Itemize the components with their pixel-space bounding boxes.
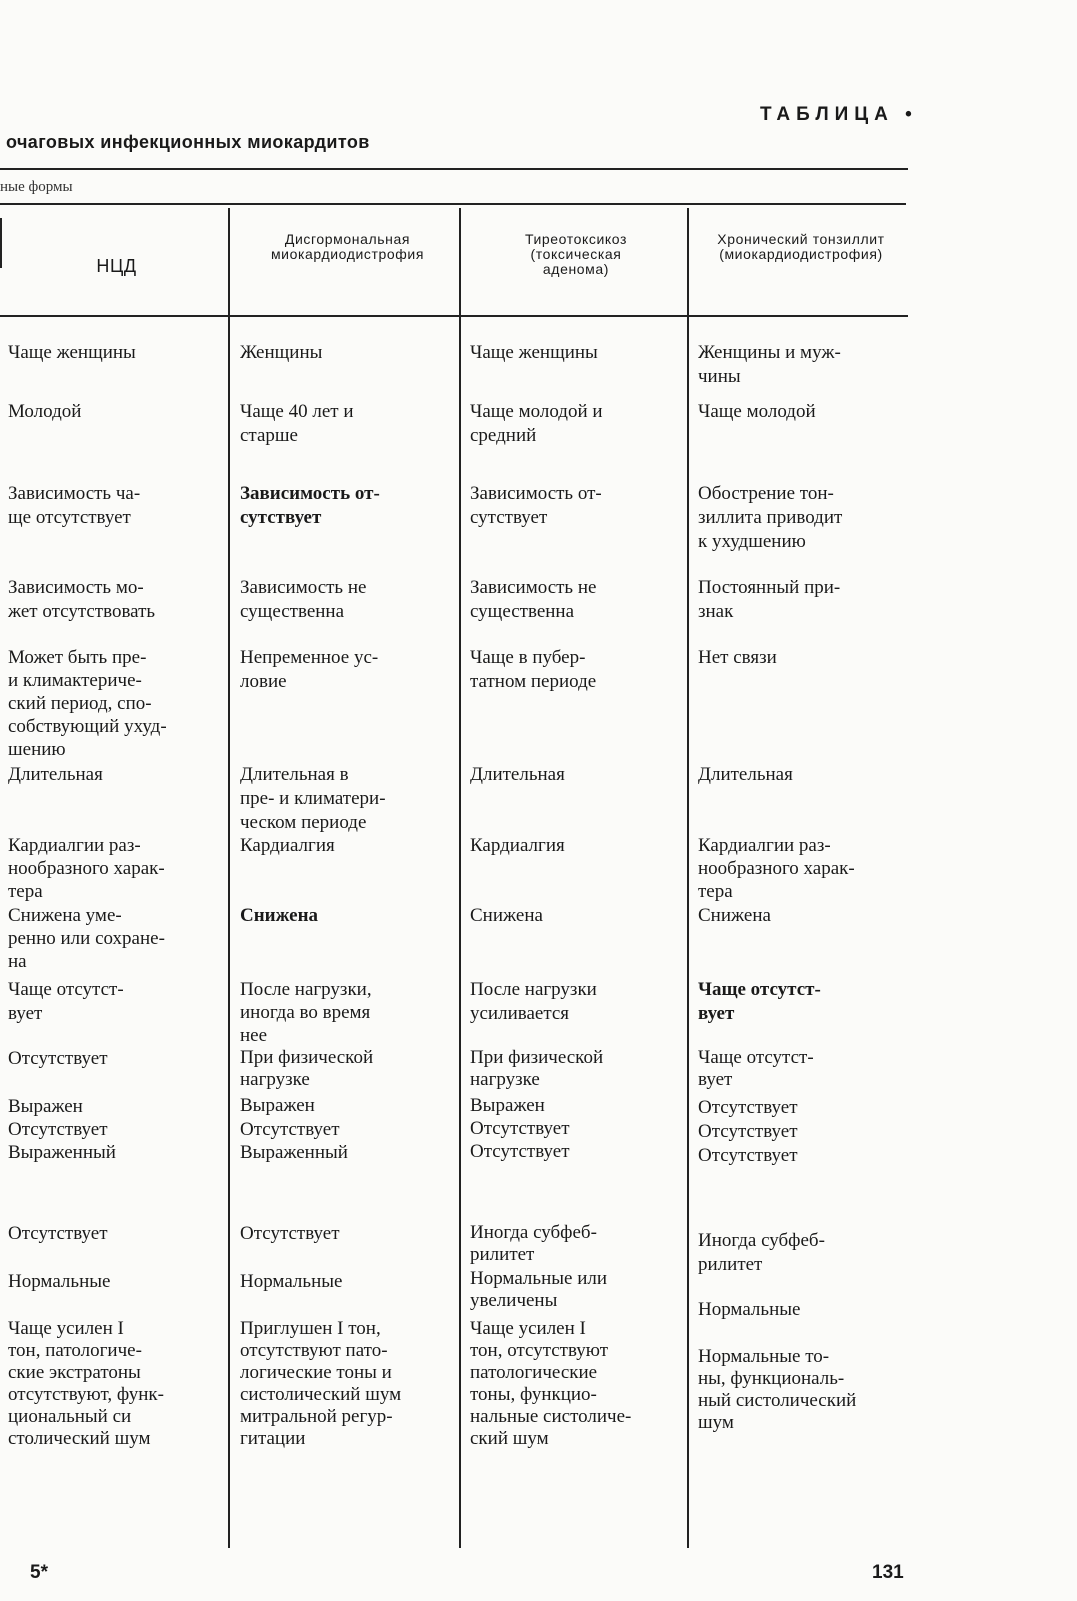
page-number-right: 131 xyxy=(872,1562,904,1583)
table-cell: Чаще в пубер- татном периоде xyxy=(470,647,597,692)
table-cell: Приглушен I тон, отсутствуют пато- логические тоны и систолический шум митральной регур- гитации xyxy=(240,1318,402,1449)
table-cell: Чаще усилен I тон, отсутствуют патологические тоны, функцио- нальные систоличе- ский шум xyxy=(470,1318,632,1449)
table-cell: Постоянный при- знак xyxy=(698,577,841,622)
table-title: очаговых инфекционных миокардитов xyxy=(6,132,370,152)
table-cell: Кардиалгия xyxy=(240,835,335,856)
table-cell: Чаще отсутст- вует xyxy=(8,979,124,1024)
table-cell: Непременное ус- ловие xyxy=(240,647,379,692)
rule-header-bottom xyxy=(0,315,908,317)
forms-label: ные формы xyxy=(0,179,73,195)
table-cell: Отсутствует xyxy=(8,1119,108,1140)
table-cell: Нормальные xyxy=(698,1299,801,1320)
column-divider-1 xyxy=(228,208,230,1548)
table-cell: Чаще отсутст- вует xyxy=(698,1047,814,1090)
column-header-dyshormonal: Дисгормональная миокардиодистрофия xyxy=(270,231,425,262)
table-cell: Кардиалгии раз- нообразного харак- тера xyxy=(8,835,165,902)
table-cell: Выражен xyxy=(470,1095,545,1116)
table-cell: При физической нагрузке xyxy=(470,1047,604,1090)
column-divider-3 xyxy=(687,208,689,1548)
table-cell: Длительная xyxy=(8,764,103,785)
table-cell: Молодой xyxy=(8,401,82,422)
table-cell: Снижена уме- ренно или сохране- на xyxy=(8,905,165,972)
rule-top xyxy=(0,168,908,170)
table-cell: Зависимость ча- ще отсутствует xyxy=(8,483,141,528)
table-cell: Отсутствует xyxy=(240,1119,340,1140)
table-cell: Иногда субфеб- рилитет xyxy=(470,1222,597,1265)
table-cell: Зависимость от- сутствует xyxy=(470,483,602,528)
table-cell: Обострение тон- зиллита приводит к ухудшению xyxy=(698,483,843,552)
table-cell: Нормальные то- ны, функциональ- ный систолический шум xyxy=(698,1346,857,1433)
table-cell: Чаще молодой и средний xyxy=(470,401,603,446)
table-cell: Отсутствует xyxy=(470,1118,570,1139)
column-header-ncd: НЦД xyxy=(96,256,137,276)
table-cell: Нет связи xyxy=(698,647,777,668)
table-cell: Чаще усилен I тон, патологиче- ские экстратоны отсутствуют, функ- циональный си столический шум xyxy=(8,1318,164,1449)
table-cell: Отсутствует xyxy=(698,1097,798,1118)
table-cell: Отсутствует xyxy=(698,1121,798,1142)
table-cell: Снижена xyxy=(698,905,771,926)
table-cell: Нормальные или увеличены xyxy=(470,1268,608,1311)
table-cell: Отсутствует xyxy=(240,1223,340,1244)
column-header-thyrotoxicosis: Тиреотоксикоз (токсическая аденома) xyxy=(524,231,628,277)
table-cell: Выражен xyxy=(8,1096,83,1117)
table-cell: Чаще женщины xyxy=(470,342,598,363)
table-cell: При физической нагрузке xyxy=(240,1047,374,1090)
table-cell: Кардиалгия xyxy=(470,835,565,856)
table-cell: Отсутствует xyxy=(470,1141,570,1162)
table-cell: Длительная xyxy=(470,764,565,785)
table-cell: Зависимость от- сутствует xyxy=(240,483,380,528)
table-cell: Может быть пре- и климактериче- ский период, спо- собствующий ухуд- шению xyxy=(8,647,167,760)
table-cell: Длительная xyxy=(698,764,793,785)
table-cell: Снижена xyxy=(240,905,319,926)
table-cell: Зависимость не существенна xyxy=(240,577,367,622)
table-cell: Женщины и муж- чины xyxy=(698,342,841,387)
column-divider-2 xyxy=(459,208,461,1548)
table-cell: Отсутствует xyxy=(8,1048,108,1069)
table-cell: Нормальные xyxy=(240,1271,343,1292)
table-cell: Чаще 40 лет и старше xyxy=(240,401,354,446)
left-margin-mark xyxy=(0,218,2,268)
table-cell: Чаще отсутст- вует xyxy=(698,979,821,1024)
table-cell: Иногда субфеб- рилитет xyxy=(698,1230,825,1275)
table-cell: Выраженный xyxy=(240,1142,348,1163)
table-cell: Зависимость мо- жет отсутствовать xyxy=(8,577,156,622)
table-cell: Отсутствует xyxy=(8,1223,108,1244)
table-cell: Нормальные xyxy=(8,1271,111,1292)
table-cell: Выраженный xyxy=(8,1142,116,1163)
table-label: ТАБЛИЦА • xyxy=(760,104,918,125)
table-cell: После нагрузки, иногда во время нее xyxy=(240,979,372,1046)
table-cell: Выражен xyxy=(240,1095,315,1116)
rule-forms xyxy=(0,203,906,205)
page-number-left: 5* xyxy=(30,1562,48,1583)
table-cell: Длительная в пре- и климатери- ческом периоде xyxy=(240,764,386,833)
table-cell: Отсутствует xyxy=(698,1145,798,1166)
table-cell: Кардиалгии раз- нообразного харак- тера xyxy=(698,835,855,902)
table-cell: Женщины xyxy=(240,342,323,363)
table-cell: Чаще молодой xyxy=(698,401,816,422)
table-cell: Чаще женщины xyxy=(8,342,136,363)
table-cell: Снижена xyxy=(470,905,543,926)
table-cell: После нагрузки усиливается xyxy=(470,979,597,1024)
table-cell: Зависимость не существенна xyxy=(470,577,597,622)
column-header-tonsillitis: Хронический тонзиллит (миокардиодистрофия) xyxy=(717,231,885,262)
